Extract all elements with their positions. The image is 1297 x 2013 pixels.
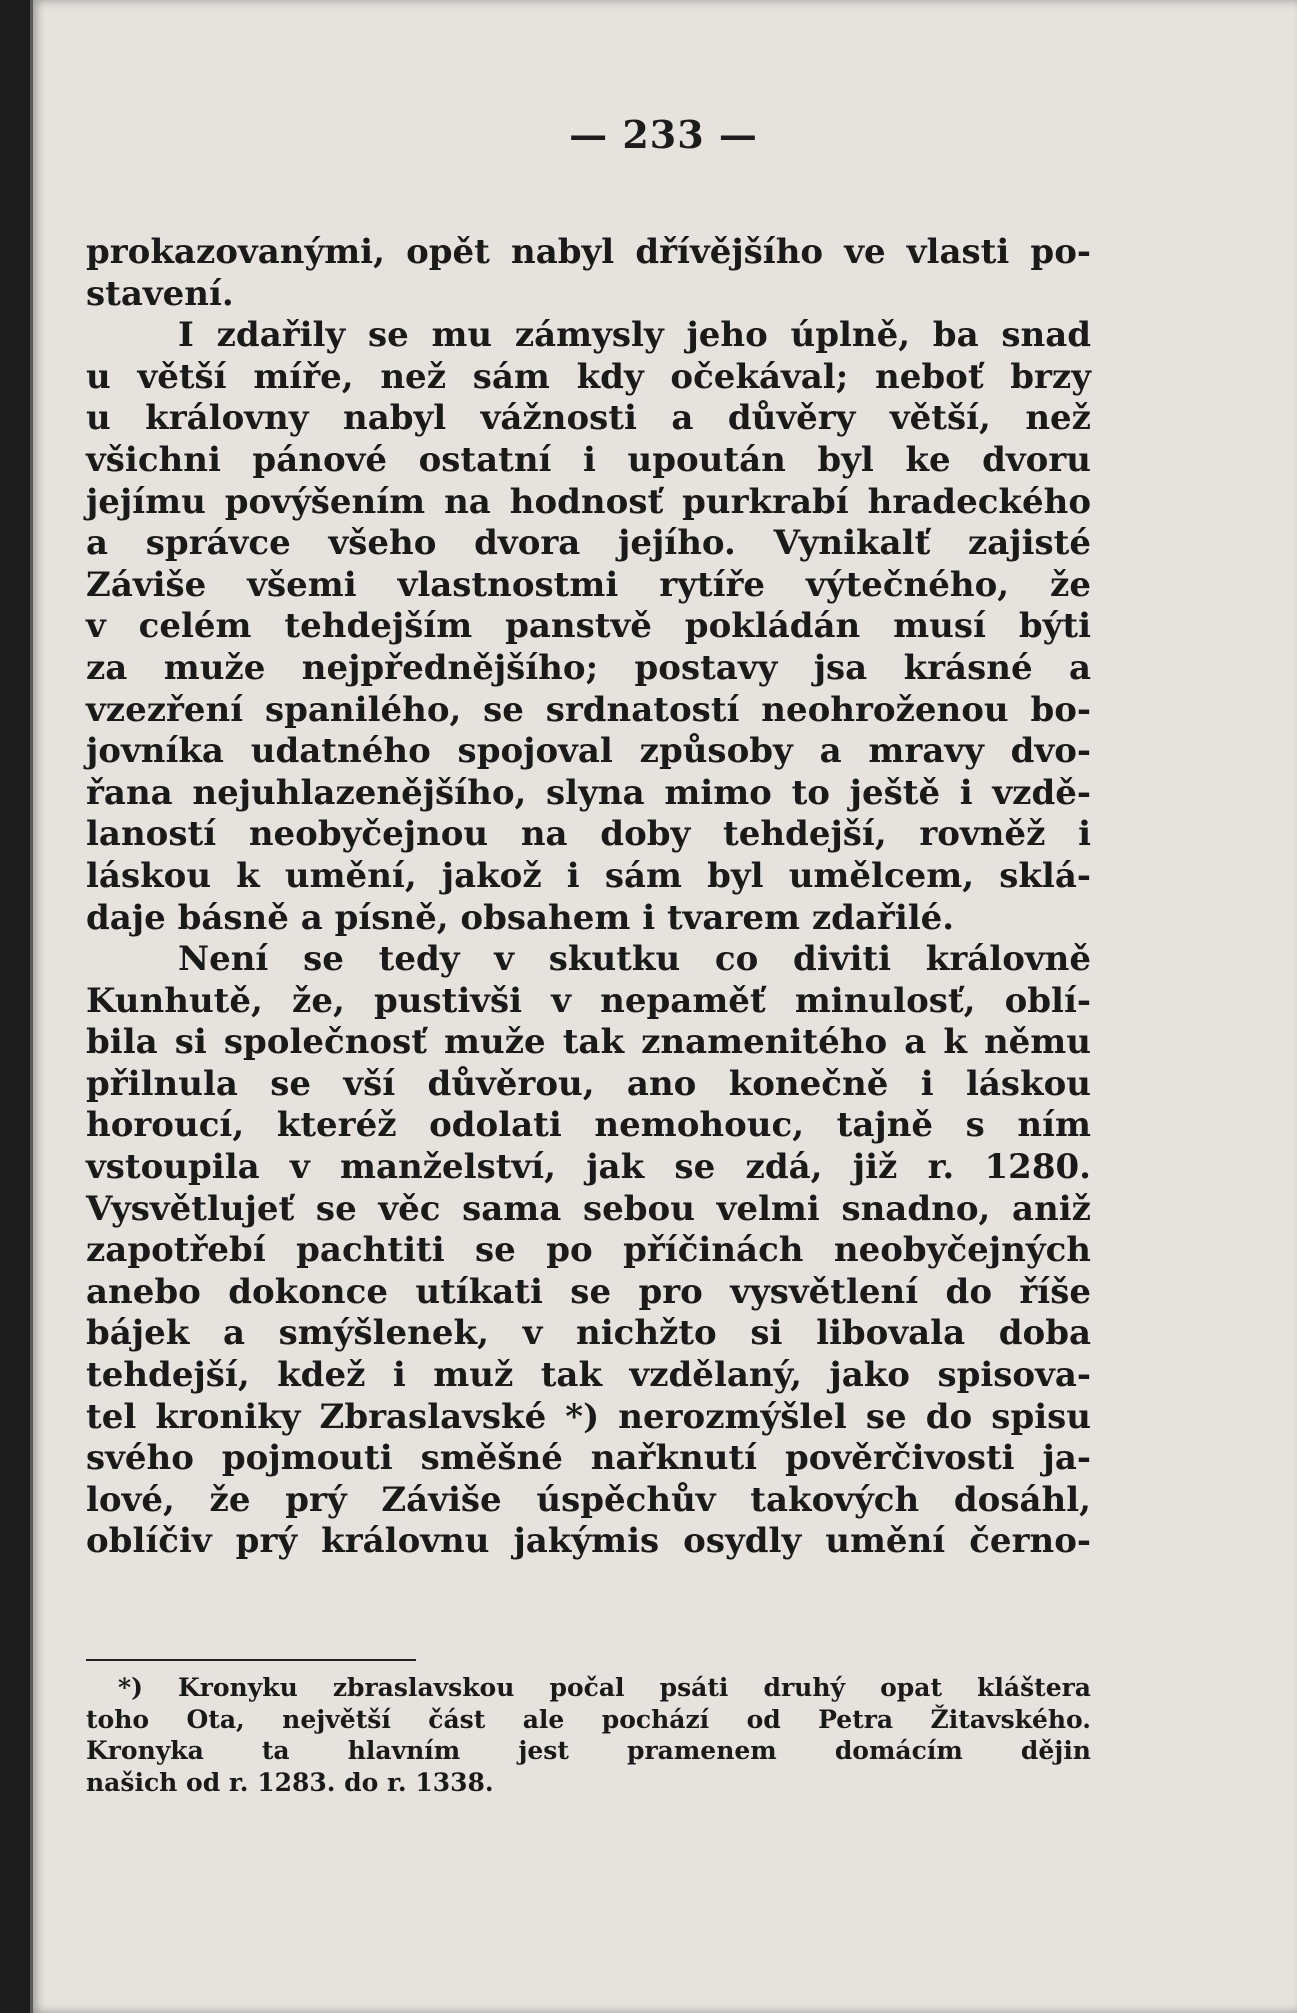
text-line: laností neobyčejnou na doby tehdejší, rovněž i — [86, 814, 1091, 855]
page-binding-edge — [30, 0, 33, 2013]
footnote-line: Kronyka ta hlavním jest pramenem domácím dějin — [86, 1736, 1091, 1765]
footnote-line: našich od r. 1283. do r. 1338. — [86, 1767, 494, 1797]
footnote-line: toho Ota, největší část ale pochází od Petra Žitavského. — [86, 1704, 1091, 1734]
text-line: tehdejší, kdež i muž tak vzdělaný, jako spisova- — [86, 1355, 1091, 1396]
text-line: oblíčiv prý královnu jakýmis osydly umění černo- — [86, 1521, 1091, 1562]
footnote-line: *) Kronyku zbraslavskou počal psáti druhý opat kláštera — [118, 1673, 1091, 1702]
footnote-divider — [86, 1659, 416, 1661]
text-line: v celém tehdejším panstvě pokládán musí býti — [86, 606, 1091, 647]
text-line: zapotřebí pachtiti se po příčinách neobyčejných — [86, 1230, 1091, 1271]
text-line: lové, že prý Záviše úspěchův takových dosáhl, — [86, 1479, 1091, 1520]
text-line: I zdařily se mu zámysly jeho úplně, ba snad — [178, 315, 1091, 356]
text-line: prokazovanými, opět nabyl dřívějšího ve vlasti po- — [86, 232, 1091, 272]
text-line: přilnula se vší důvěrou, ano konečně i láskou — [86, 1063, 1091, 1104]
text-line: vzezření spanilého, se srdnatostí neohroženou bo- — [86, 689, 1091, 730]
text-line: horoucí, kteréž odolati nemohouc, tajně s ním — [86, 1105, 1091, 1146]
text-line: daje básně a písně, obsahem i tvarem zdařilé. — [86, 897, 955, 938]
text-line: Vysvětlujeť se věc sama sebou velmi snadno, aniž — [86, 1188, 1091, 1229]
page-number: — 233 — — [569, 112, 758, 157]
text-line: bájek a smýšlenek, v nichžto si libovala doba — [86, 1313, 1091, 1354]
text-line: vstoupila v manželství, jak se zdá, již r. 1280. — [86, 1147, 1091, 1188]
text-line: Není se tedy v skutku co diviti královně — [178, 939, 1091, 980]
text-line: tel kroniky Zbraslavské *) nerozmýšlel se do spisu — [86, 1396, 1091, 1437]
text-line: všichni pánové ostatní i upoután byl ke dvoru — [86, 439, 1091, 480]
text-line: bila si společnosť muže tak znamenitého a k němu — [86, 1022, 1091, 1063]
text-line: jejímu povýšením na hodnosť purkrabí hradeckého — [86, 481, 1091, 522]
text-line: jovníka udatného spojoval způsoby a mravy dvo- — [86, 731, 1091, 772]
text-line: stavení. — [86, 273, 234, 314]
text-line: u větší míře, než sám kdy očekával; neboť brzy — [86, 356, 1091, 397]
text-line: za muže nejpřednějšího; postavy jsa krásné a — [86, 647, 1091, 688]
body-text — [86, 232, 1091, 1563]
text-line: Kunhutě, že, pustivši v nepaměť minulosť, oblí- — [86, 980, 1091, 1021]
text-line: Záviše všemi vlastnostmi rytíře výtečného, že — [86, 564, 1091, 605]
text-line: řana nejuhlazenějšího, slyna mimo to ještě i vzdě- — [86, 772, 1091, 813]
text-line: a správce všeho dvora jejího. Vynikalť zajisté — [86, 523, 1091, 564]
book-page — [30, 0, 1297, 2013]
footnotes — [86, 1672, 1091, 1798]
text-line: anebo dokonce utíkati se pro vysvětlení do říše — [86, 1271, 1091, 1312]
text-line: láskou k umění, jakož i sám byl umělcem, sklá- — [86, 855, 1091, 896]
text-line: u královny nabyl vážnosti a důvěry větší, než — [86, 398, 1091, 439]
text-line: svého pojmouti směšné nařknutí pověrčivosti ja- — [86, 1438, 1091, 1479]
